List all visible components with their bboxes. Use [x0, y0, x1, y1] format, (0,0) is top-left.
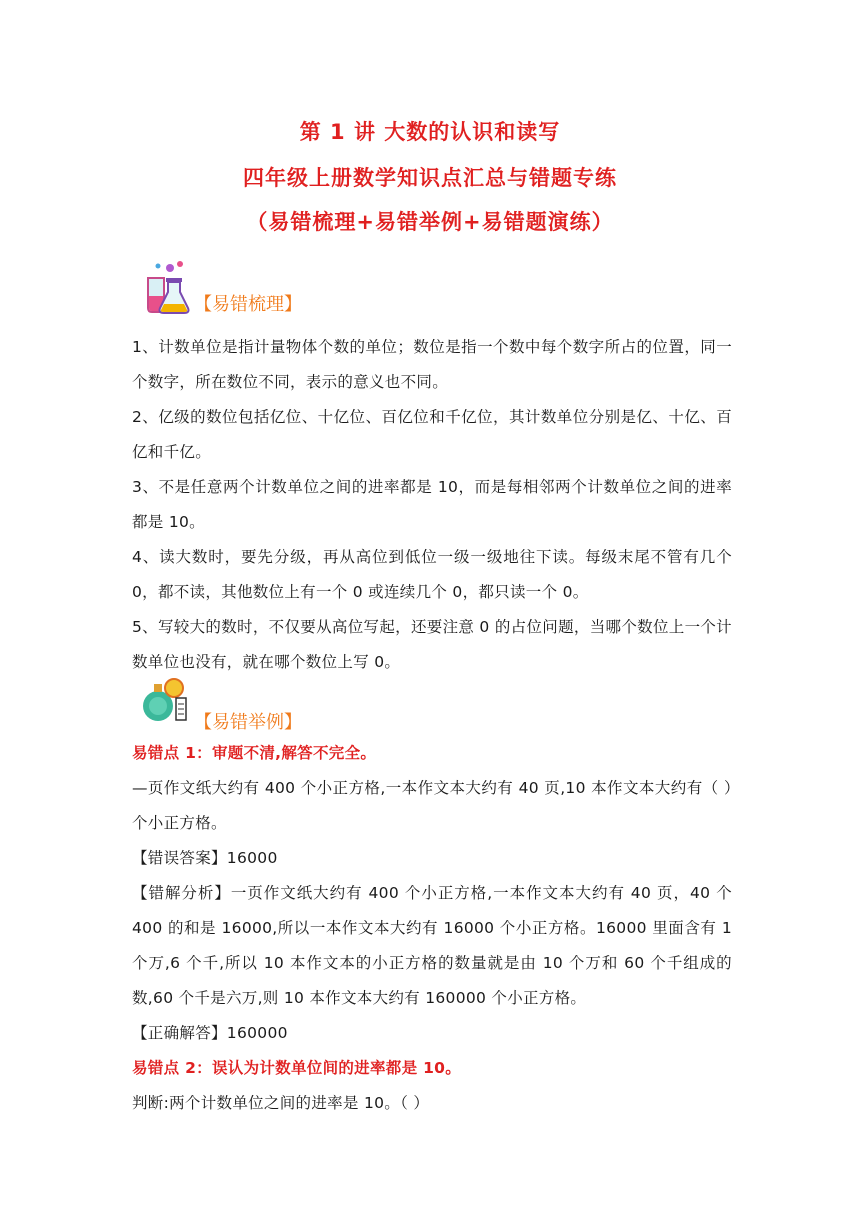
summary-item-5: 5、写较大的数时，不仅要从高位写起，还要注意 0 的占位问题，当哪个数位上一个计数单位也没有，就在哪个数位上写 0。 — [132, 618, 732, 671]
example-question-2: 判断:两个计数单位之间的进率是 10。（ ） — [132, 1094, 430, 1112]
wrong-answer-analysis: 【错解分析】一页作文纸大约有 400 个小正方格,一本作文本大约有 40 页，40 个 400 的和是 16000,所以一本作文本大约有 16000 个小正方格。16000 里面含有 1 个万,6 个千,所以 10 本作文本的小正方格的数量就是由 10 个万和 60 个千组成的数,60 个千是六万,则 10 本作文本大约有 160000 个小正方格。 — [132, 884, 732, 1007]
lesson-title: 第 1 讲 大数的认识和读写 — [299, 120, 561, 144]
document-subtitle-parenthetical: （易错梳理+易错举例+易错题演练） — [246, 210, 614, 234]
mistake-point-2: 易错点 2：误认为计数单位间的进率都是 10。 — [132, 1059, 462, 1077]
section-header-mistake-examples — [140, 676, 340, 736]
chemistry-icon — [140, 676, 192, 724]
section-label-mistake-examples: 【易错举例】 — [194, 712, 302, 733]
correct-answer: 【正确解答】160000 — [132, 1024, 288, 1042]
mistake-point-1: 易错点 1：审题不清,解答不完全。 — [132, 744, 377, 762]
summary-item-2: 2、亿级的数位包括亿位、十亿位、百亿位和千亿位，其计数单位分别是亿、十亿、百亿和千亿。 — [132, 408, 732, 461]
section-header-mistake-summary — [140, 258, 340, 318]
summary-item-4: 4、读大数时，要先分级，再从高位到低位一级一级地往下读。每级末尾不管有几个 0，都不读，其他数位上有一个 0 或连续几个 0，都只读一个 0。 — [132, 548, 732, 601]
flask-icon — [140, 258, 192, 316]
summary-item-3: 3、不是任意两个计数单位之间的进率都是 10，而是每相邻两个计数单位之间的进率都是 10。 — [132, 478, 732, 531]
document-subtitle: 四年级上册数学知识点汇总与错题专练 — [243, 166, 617, 190]
summary-item-1: 1、计数单位是指计量物体个数的单位；数位是指一个数中每个数字所占的位置，同一个数字，所在数位不同，表示的意义也不同。 — [132, 338, 732, 391]
section-label-mistake-summary: 【易错梳理】 — [194, 294, 302, 315]
example-question-1: —页作文纸大约有 400 个小正方格,一本作文本大约有 40 页,10 本作文本大约有（ ）个小正方格。 — [132, 779, 732, 832]
wrong-answer: 【错误答案】16000 — [132, 849, 278, 867]
